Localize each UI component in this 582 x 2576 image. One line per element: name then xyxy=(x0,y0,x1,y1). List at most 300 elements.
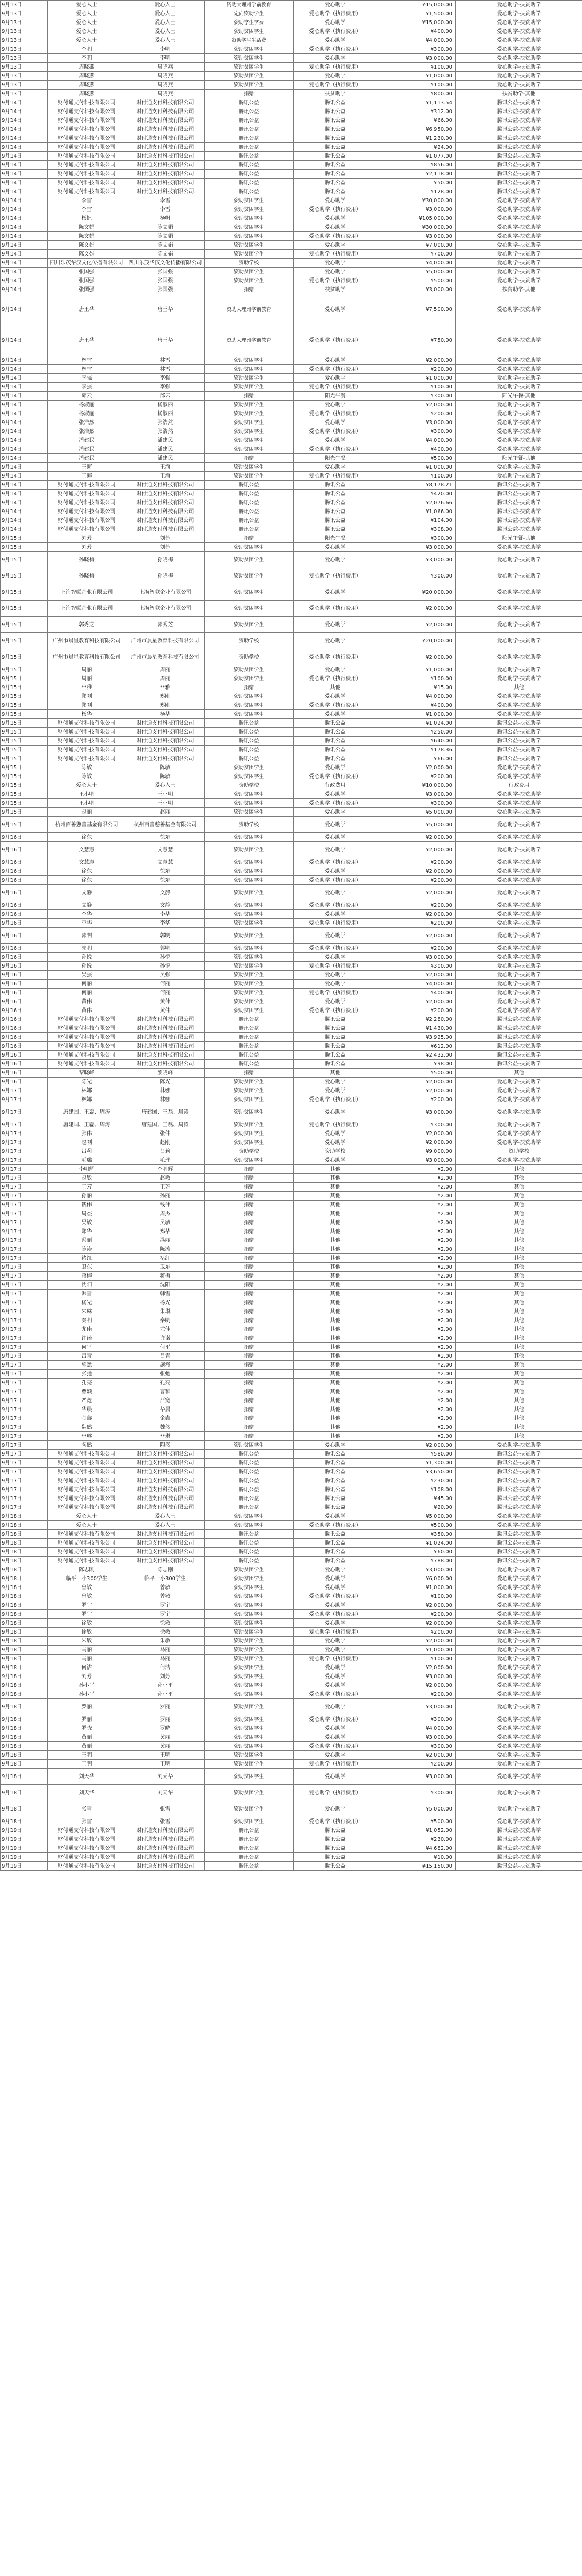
payer-name-cell: 郑刚 xyxy=(126,692,205,701)
donor-cell: 徐敏 xyxy=(48,1619,126,1628)
table-row xyxy=(1,1396,582,1405)
amount-cell: ¥20,000.00 xyxy=(377,584,456,601)
donor-cell: 财付通支付科技有限公司 xyxy=(48,1476,126,1485)
table-row xyxy=(1,1844,582,1853)
date-cell: 9月14日 xyxy=(1,409,48,418)
fund-direction-cell: 爱心助学-扶贫助学 xyxy=(456,701,582,710)
payer-name-cell: 财付通支付科技有限公司 xyxy=(126,1051,205,1060)
payer-name-cell: 沈阳 xyxy=(126,1281,205,1290)
payer-name-cell: 杭州百善慈善基金有限公司 xyxy=(126,817,205,833)
date-cell: 9月14日 xyxy=(1,481,48,490)
table-row xyxy=(1,1592,582,1601)
payer-name-cell: 杨帆 xyxy=(126,214,205,223)
donor-cell: 刘天华 xyxy=(48,1769,126,1785)
payer-name-cell: 周晓燕 xyxy=(126,63,205,72)
amount-cell: ¥6,950.00 xyxy=(377,125,456,134)
purpose-cell: 资助贫困学生 xyxy=(205,1628,294,1637)
payer-name-cell: 财付通支付科技有限公司 xyxy=(126,98,205,107)
payer-name-cell: 文慧慧 xyxy=(126,842,205,858)
category-cell: 爱心助学 xyxy=(294,1441,377,1450)
purpose-cell: 腾讯公益 xyxy=(205,1051,294,1060)
category-cell: 爱心助学 xyxy=(294,1156,377,1165)
payer-name-cell: 财付通支付科技有限公司 xyxy=(126,1548,205,1557)
category-cell: 爱心助学 xyxy=(294,980,377,989)
date-cell: 9月17日 xyxy=(1,1138,48,1147)
donor-cell: 黄丽 xyxy=(48,1733,126,1742)
date-cell: 9月14日 xyxy=(1,418,48,427)
payer-name-cell: 徐敏 xyxy=(126,1628,205,1637)
amount-cell: ¥856.00 xyxy=(377,161,456,170)
fund-direction-cell: 爱心助学-扶贫助学 xyxy=(456,259,582,268)
purpose-cell: 捐赠 xyxy=(205,1263,294,1272)
date-cell: 9月16日 xyxy=(1,1024,48,1033)
purpose-cell: 资助贫困学生 xyxy=(205,989,294,997)
fund-direction-cell: 爱心助学-扶贫助学 xyxy=(456,374,582,383)
amount-cell: ¥500.00 xyxy=(377,1069,456,1078)
table-row xyxy=(1,1129,582,1138)
donor-cell: 陈文娟 xyxy=(48,232,126,241)
category-cell: 爱心助学（执行费用） xyxy=(294,276,377,285)
table-row xyxy=(1,1574,582,1583)
table-row xyxy=(1,9,582,18)
amount-cell: ¥2.00 xyxy=(377,1361,456,1370)
date-cell: 9月15日 xyxy=(1,674,48,683)
donor-cell: 许诺 xyxy=(48,1334,126,1343)
purpose-cell: 资助贫困学生 xyxy=(205,867,294,876)
payer-name-cell: 黄伟 xyxy=(126,1006,205,1015)
purpose-cell: 资助学校 xyxy=(205,781,294,790)
table-row xyxy=(1,1583,582,1592)
purpose-cell: 资助贫困学生 xyxy=(205,1672,294,1681)
purpose-cell: 资助贫困学生 xyxy=(205,374,294,383)
category-cell: 爱心助学（执行费用） xyxy=(294,649,377,665)
table-row xyxy=(1,633,582,649)
purpose-cell: 腾讯公益 xyxy=(205,498,294,507)
category-cell: 爱心助学（执行费用） xyxy=(294,427,377,436)
donor-cell: 爱心人士 xyxy=(48,781,126,790)
donor-cell: 孙悦 xyxy=(48,962,126,971)
payer-name-cell: 唐建国、王磊、周涛 xyxy=(126,1104,205,1120)
payer-name-cell: 王小明 xyxy=(126,790,205,799)
category-cell: 爱心助学 xyxy=(294,808,377,817)
category-cell: 爱心助学（执行费用） xyxy=(294,1655,377,1663)
table-row xyxy=(1,1095,582,1104)
purpose-cell: 捐赠 xyxy=(205,1245,294,1254)
category-cell: 爱心助学（执行费用） xyxy=(294,81,377,90)
payer-name-cell: 周晓燕 xyxy=(126,72,205,81)
payer-name-cell: 财付通支付科技有限公司 xyxy=(126,187,205,196)
date-cell: 9月18日 xyxy=(1,1672,48,1681)
amount-cell: ¥2,000.00 xyxy=(377,1751,456,1760)
fund-direction-cell: 爱心助学-扶贫助学 xyxy=(456,45,582,54)
donor-cell: 黄伟 xyxy=(48,997,126,1006)
fund-direction-cell: 其他 xyxy=(456,1254,582,1263)
date-cell: 9月16日 xyxy=(1,989,48,997)
fund-direction-cell: 其他 xyxy=(456,1236,582,1245)
amount-cell: ¥2.00 xyxy=(377,1174,456,1183)
date-cell: 9月15日 xyxy=(1,754,48,763)
donor-cell: 唐王华 xyxy=(48,325,126,356)
purpose-cell: 资助贫困学生 xyxy=(205,1801,294,1817)
payer-name-cell: 郑刚 xyxy=(126,701,205,710)
payer-name-cell: 王明 xyxy=(126,1760,205,1769)
date-cell: 9月18日 xyxy=(1,1601,48,1610)
payer-name-cell: 财付通支付科技有限公司 xyxy=(126,1826,205,1835)
table-row xyxy=(1,1557,582,1565)
table-row xyxy=(1,552,582,568)
amount-cell: ¥178.36 xyxy=(377,746,456,754)
date-cell: 9月17日 xyxy=(1,1254,48,1263)
amount-cell: ¥50.00 xyxy=(377,179,456,187)
amount-cell: ¥500.00 xyxy=(377,1817,456,1826)
purpose-cell: 腾讯公益 xyxy=(205,1826,294,1835)
amount-cell: ¥1,000.00 xyxy=(377,1646,456,1655)
payer-name-cell: 黄丽 xyxy=(126,1733,205,1742)
date-cell: 9月17日 xyxy=(1,1183,48,1192)
table-row xyxy=(1,1432,582,1441)
payer-name-cell: 爱心人士 xyxy=(126,27,205,36)
amount-cell: ¥300.00 xyxy=(377,45,456,54)
donor-cell: 郭秀芝 xyxy=(48,617,126,633)
table-row xyxy=(1,1051,582,1060)
purpose-cell: 资助贫困学生 xyxy=(205,997,294,1006)
amount-cell: ¥2,000.00 xyxy=(377,1601,456,1610)
donor-cell: 施然 xyxy=(48,1361,126,1370)
amount-cell: ¥100.00 xyxy=(377,383,456,392)
date-cell: 9月19日 xyxy=(1,1853,48,1862)
amount-cell: ¥100.00 xyxy=(377,472,456,481)
date-cell: 9月14日 xyxy=(1,498,48,507)
payer-name-cell: 严宽 xyxy=(126,1396,205,1405)
table-row xyxy=(1,1724,582,1733)
date-cell: 9月16日 xyxy=(1,867,48,876)
table-row xyxy=(1,1637,582,1646)
purpose-cell: 捐赠 xyxy=(205,1432,294,1441)
purpose-cell: 资助贫困学生 xyxy=(205,1742,294,1751)
fund-direction-cell: 爱心助学-扶贫助学 xyxy=(456,842,582,858)
amount-cell: ¥2.00 xyxy=(377,1192,456,1201)
fund-direction-cell: 爱心助学-扶贫助学 xyxy=(456,971,582,980)
category-cell: 爱心助学 xyxy=(294,1646,377,1655)
fund-direction-cell: 爱心助学-扶贫助学 xyxy=(456,1512,582,1521)
amount-cell: ¥5,000.00 xyxy=(377,808,456,817)
fund-direction-cell: 爱心助学-扶贫助学 xyxy=(456,1006,582,1015)
date-cell: 9月18日 xyxy=(1,1801,48,1817)
amount-cell: ¥2.00 xyxy=(377,1290,456,1298)
donor-cell: 张浩然 xyxy=(48,427,126,436)
table-row xyxy=(1,54,582,63)
amount-cell: ¥2.00 xyxy=(377,1183,456,1192)
amount-cell: ¥1,113.54 xyxy=(377,98,456,107)
table-row xyxy=(1,436,582,445)
date-cell: 9月17日 xyxy=(1,1307,48,1316)
table-row xyxy=(1,27,582,36)
donor-cell: 蒋梅 xyxy=(48,1272,126,1281)
donor-cell: 陈文娟 xyxy=(48,241,126,250)
purpose-cell: 资助贫困学生 xyxy=(205,953,294,962)
date-cell: 9月18日 xyxy=(1,1655,48,1663)
amount-cell: ¥300.00 xyxy=(377,1742,456,1751)
payer-name-cell: 王海 xyxy=(126,463,205,472)
donor-cell: 张雪 xyxy=(48,1801,126,1817)
amount-cell: ¥3,925.00 xyxy=(377,1033,456,1042)
payer-name-cell: 爱心人士 xyxy=(126,18,205,27)
category-cell: 爱心助学 xyxy=(294,463,377,472)
category-cell: 爱心助学 xyxy=(294,401,377,409)
category-cell: 腾讯公益 xyxy=(294,179,377,187)
donor-cell: 金鑫 xyxy=(48,1414,126,1423)
payer-name-cell: **雅 xyxy=(126,683,205,692)
donor-cell: 孙悦 xyxy=(48,953,126,962)
payer-name-cell: 上海智联企业有限公司 xyxy=(126,601,205,617)
donor-cell: 孙丽 xyxy=(48,1192,126,1201)
fund-direction-cell: 爱心助学-扶贫助学 xyxy=(456,944,582,953)
table-row xyxy=(1,997,582,1006)
fund-direction-cell: 爱心助学-扶贫助学 xyxy=(456,710,582,719)
category-cell: 爱心助学（执行费用） xyxy=(294,45,377,54)
amount-cell: ¥2,000.00 xyxy=(377,833,456,842)
table-row xyxy=(1,1565,582,1574)
category-cell: 爱心助学 xyxy=(294,1751,377,1760)
amount-cell: ¥2.00 xyxy=(377,1263,456,1272)
purpose-cell: 资助贫困学生 xyxy=(205,1817,294,1826)
payer-name-cell: 财付通支付科技有限公司 xyxy=(126,1835,205,1844)
purpose-cell: 资助贫困学生 xyxy=(205,1441,294,1450)
payer-name-cell: 财付通支付科技有限公司 xyxy=(126,125,205,134)
purpose-cell: 资助贫困学生 xyxy=(205,971,294,980)
payer-name-cell: 财付通支付科技有限公司 xyxy=(126,1042,205,1051)
payer-name-cell: 唐建国、王磊、周涛 xyxy=(126,1120,205,1129)
payer-name-cell: 陶然 xyxy=(126,1441,205,1450)
table-row xyxy=(1,701,582,710)
amount-cell: ¥400.00 xyxy=(377,989,456,997)
amount-cell: ¥1,066.00 xyxy=(377,507,456,516)
category-cell: 爱心助学 xyxy=(294,763,377,772)
date-cell: 9月17日 xyxy=(1,1281,48,1290)
purpose-cell: 腾讯公益 xyxy=(205,134,294,143)
date-cell: 9月14日 xyxy=(1,276,48,285)
donor-cell: 四川乐茂华汉文化传播有限公司 xyxy=(48,259,126,268)
payer-name-cell: 孙晓梅 xyxy=(126,552,205,568)
date-cell: 9月15日 xyxy=(1,817,48,833)
table-row xyxy=(1,1272,582,1281)
table-row xyxy=(1,1423,582,1432)
table-row xyxy=(1,817,582,833)
donor-cell: 何平 xyxy=(48,1343,126,1352)
payer-name-cell: 徐东 xyxy=(126,867,205,876)
date-cell: 9月14日 xyxy=(1,374,48,383)
category-cell: 其他 xyxy=(294,1281,377,1290)
amount-cell: ¥100.00 xyxy=(377,81,456,90)
category-cell: 爱心助学（执行费用） xyxy=(294,568,377,584)
category-cell: 爱心助学 xyxy=(294,953,377,962)
amount-cell: ¥104.00 xyxy=(377,516,456,525)
date-cell: 9月18日 xyxy=(1,1619,48,1628)
category-cell: 腾讯公益 xyxy=(294,1033,377,1042)
category-cell: 腾讯公益 xyxy=(294,1557,377,1565)
table-row xyxy=(1,81,582,90)
payer-name-cell: **琳 xyxy=(126,1432,205,1441)
category-cell: 腾讯公益 xyxy=(294,498,377,507)
donor-cell: 陶然 xyxy=(48,1441,126,1450)
payer-name-cell: 财付通支付科技有限公司 xyxy=(126,1485,205,1494)
table-row xyxy=(1,1024,582,1033)
donor-cell: 郑刚 xyxy=(48,701,126,710)
amount-cell: ¥4,000.00 xyxy=(377,36,456,45)
amount-cell: ¥3,000.00 xyxy=(377,418,456,427)
donor-cell: 李雪 xyxy=(48,205,126,214)
date-cell: 9月16日 xyxy=(1,962,48,971)
category-cell: 其他 xyxy=(294,1254,377,1263)
amount-cell: ¥3,000.00 xyxy=(377,205,456,214)
date-cell: 9月15日 xyxy=(1,534,48,543)
date-cell: 9月15日 xyxy=(1,665,48,674)
category-cell: 其他 xyxy=(294,1396,377,1405)
date-cell: 9月17日 xyxy=(1,1325,48,1334)
category-cell: 爱心助学（执行费用） xyxy=(294,383,377,392)
date-cell: 9月15日 xyxy=(1,584,48,601)
date-cell: 9月18日 xyxy=(1,1548,48,1557)
donor-cell: 财付通支付科技有限公司 xyxy=(48,525,126,534)
purpose-cell: 腾讯公益 xyxy=(205,1476,294,1485)
donor-cell: 褚红 xyxy=(48,1254,126,1263)
category-cell: 腾讯公益 xyxy=(294,746,377,754)
date-cell: 9月14日 xyxy=(1,259,48,268)
purpose-cell: 腾讯公益 xyxy=(205,1539,294,1548)
category-cell: 爱心助学 xyxy=(294,833,377,842)
fund-direction-cell: 爱心助学-扶贫助学 xyxy=(456,928,582,944)
purpose-cell: 资助贫困学生 xyxy=(205,1785,294,1801)
donor-cell: 文静 xyxy=(48,901,126,910)
category-cell: 爱心助学（执行费用） xyxy=(294,1521,377,1530)
donor-cell: 财付通支付科技有限公司 xyxy=(48,1548,126,1557)
payer-name-cell: 财付通支付科技有限公司 xyxy=(126,746,205,754)
donor-cell: 上海智联企业有限公司 xyxy=(48,601,126,617)
fund-direction-cell: 爱心助学-扶贫助学 xyxy=(456,633,582,649)
donor-cell: 郭明 xyxy=(48,928,126,944)
donor-cell: 上海智联企业有限公司 xyxy=(48,584,126,601)
category-cell: 其他 xyxy=(294,1245,377,1254)
payer-name-cell: 财付通支付科技有限公司 xyxy=(126,1468,205,1476)
date-cell: 9月13日 xyxy=(1,90,48,98)
purpose-cell: 资助贫困学生 xyxy=(205,223,294,232)
fund-direction-cell: 其他 xyxy=(456,1387,582,1396)
table-row xyxy=(1,617,582,633)
table-row xyxy=(1,1468,582,1476)
amount-cell: ¥640.00 xyxy=(377,737,456,746)
payer-name-cell: 财付通支付科技有限公司 xyxy=(126,1476,205,1485)
purpose-cell: 腾讯公益 xyxy=(205,179,294,187)
amount-cell: ¥1,000.00 xyxy=(377,1583,456,1592)
fund-direction-cell: 爱心助学-扶贫助学 xyxy=(456,584,582,601)
category-cell: 爱心助学（执行费用） xyxy=(294,232,377,241)
payer-name-cell: 徐东 xyxy=(126,876,205,885)
purpose-cell: 捐赠 xyxy=(205,1405,294,1414)
date-cell: 9月19日 xyxy=(1,1844,48,1853)
date-cell: 9月17日 xyxy=(1,1432,48,1441)
table-row xyxy=(1,1521,582,1530)
date-cell: 9月13日 xyxy=(1,36,48,45)
payer-name-cell: 财付通支付科技有限公司 xyxy=(126,1450,205,1459)
fund-direction-cell: 其他 xyxy=(456,1405,582,1414)
category-cell: 爱心助学 xyxy=(294,1699,377,1715)
date-cell: 9月17日 xyxy=(1,1086,48,1095)
donor-cell: 徐东 xyxy=(48,876,126,885)
table-row xyxy=(1,1307,582,1316)
payer-name-cell: 林雪 xyxy=(126,356,205,365)
purpose-cell: 资助贫困学生 xyxy=(205,1724,294,1733)
table-row xyxy=(1,481,582,490)
date-cell: 9月16日 xyxy=(1,953,48,962)
payer-name-cell: 财付通支付科技有限公司 xyxy=(126,1060,205,1069)
fund-direction-cell: 爱心助学-扶贫助学 xyxy=(456,1078,582,1086)
amount-cell: ¥1,052.00 xyxy=(377,1826,456,1835)
category-cell: 爱心助学 xyxy=(294,1769,377,1785)
date-cell: 9月14日 xyxy=(1,516,48,525)
donor-cell: 唐建国、王磊、周涛 xyxy=(48,1104,126,1120)
donor-cell: 吕青 xyxy=(48,1352,126,1361)
category-cell: 其他 xyxy=(294,1387,377,1396)
amount-cell: ¥2.00 xyxy=(377,1316,456,1325)
table-row xyxy=(1,1485,582,1494)
category-cell: 爱心助学（执行费用） xyxy=(294,1592,377,1601)
date-cell: 9月19日 xyxy=(1,1835,48,1844)
donor-cell: 吴敏 xyxy=(48,1218,126,1227)
category-cell: 爱心助学 xyxy=(294,268,377,276)
payer-name-cell: 韩雪 xyxy=(126,1290,205,1298)
donor-cell: 王明 xyxy=(48,1760,126,1769)
payer-name-cell: 王芳 xyxy=(126,1183,205,1192)
table-row xyxy=(1,1672,582,1681)
table-row xyxy=(1,205,582,214)
fund-direction-cell: 爱心助学-扶贫助学 xyxy=(456,817,582,833)
table-row xyxy=(1,1681,582,1690)
category-cell: 其他 xyxy=(294,1316,377,1325)
category-cell: 爱心助学 xyxy=(294,436,377,445)
donor-cell: 周晓燕 xyxy=(48,81,126,90)
table-row xyxy=(1,356,582,365)
table-row xyxy=(1,1610,582,1619)
category-cell: 爱心助学 xyxy=(294,584,377,601)
category-cell: 爱心助学（执行费用） xyxy=(294,1817,377,1826)
payer-name-cell: 周杰 xyxy=(126,1209,205,1218)
payer-name-cell: 财付通支付科技有限公司 xyxy=(126,754,205,763)
date-cell: 9月13日 xyxy=(1,63,48,72)
payer-name-cell: 罗丽 xyxy=(126,1715,205,1724)
fund-direction-cell: 腾讯公益-扶贫助学 xyxy=(456,1468,582,1476)
amount-cell: ¥2,000.00 xyxy=(377,885,456,901)
category-cell: 腾讯公益 xyxy=(294,754,377,763)
date-cell: 9月18日 xyxy=(1,1583,48,1592)
category-cell: 腾讯公益 xyxy=(294,1450,377,1459)
amount-cell: ¥2,000.00 xyxy=(377,1138,456,1147)
purpose-cell: 资助贫困学生 xyxy=(205,617,294,633)
fund-direction-cell: 爱心助学-扶贫助学 xyxy=(456,63,582,72)
payer-name-cell: 马丽 xyxy=(126,1655,205,1663)
purpose-cell: 捐赠 xyxy=(205,1370,294,1379)
fund-direction-cell: 爱心助学-扶贫助学 xyxy=(456,1129,582,1138)
date-cell: 9月18日 xyxy=(1,1699,48,1715)
table-row xyxy=(1,808,582,817)
category-cell: 爱心助学（执行费用） xyxy=(294,701,377,710)
payer-name-cell: 财付通支付科技有限公司 xyxy=(126,179,205,187)
donor-cell: 何丽 xyxy=(48,989,126,997)
amount-cell: ¥1,000.00 xyxy=(377,463,456,472)
date-cell: 9月15日 xyxy=(1,683,48,692)
fund-direction-cell: 腾讯公益-扶贫助学 xyxy=(456,98,582,107)
purpose-cell: 腾讯公益 xyxy=(205,152,294,161)
category-cell: 爱心助学 xyxy=(294,543,377,552)
